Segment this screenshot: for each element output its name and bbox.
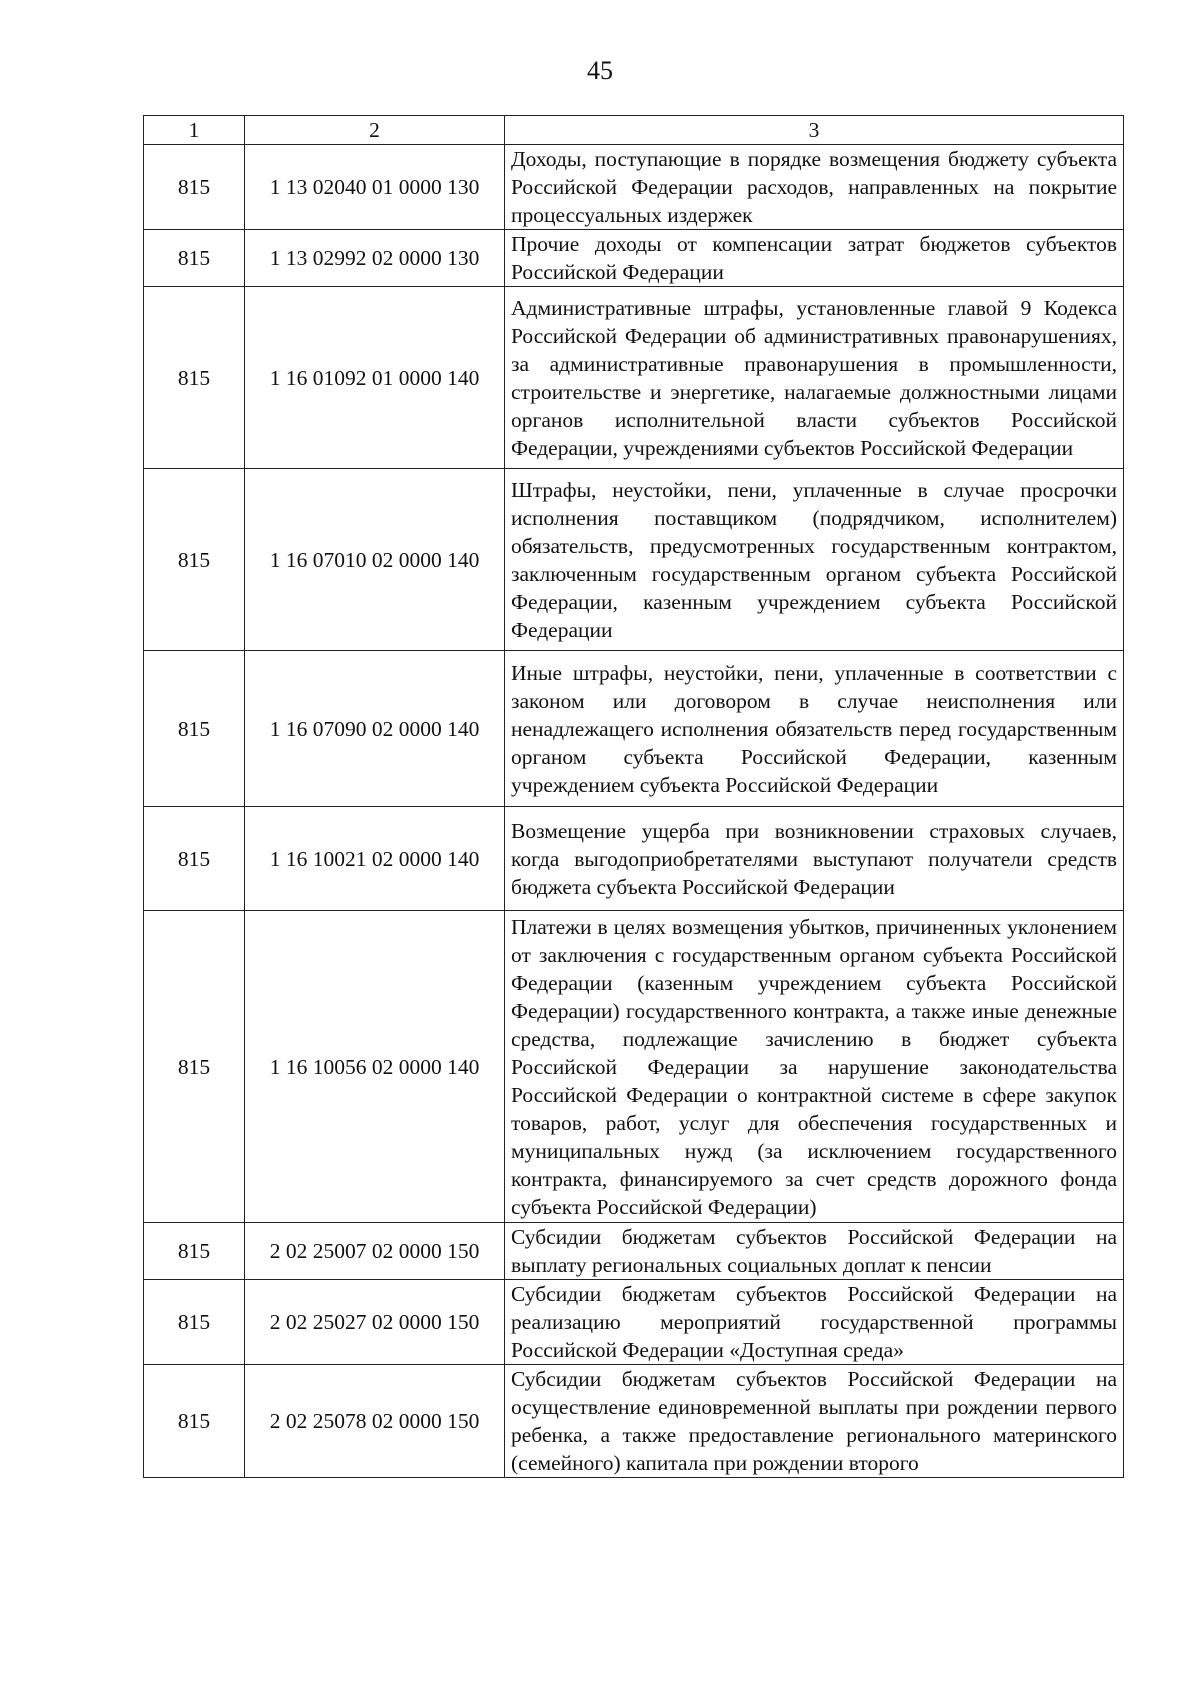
table-row xyxy=(144,651,1124,807)
budget-classification-code-cell: 1 13 02992 02 0000 130 xyxy=(245,230,505,287)
admin-code-cell: 815 xyxy=(144,1365,245,1478)
budget-classification-code-cell: 1 16 10021 02 0000 140 xyxy=(245,807,505,911)
table-row xyxy=(144,807,1124,911)
column-header-3: 3 xyxy=(505,116,1124,145)
table-row xyxy=(144,230,1124,287)
budget-classification-code-cell: 1 16 10056 02 0000 140 xyxy=(245,911,505,1223)
budget-classification-code-cell: 2 02 25078 02 0000 150 xyxy=(245,1365,505,1478)
revenue-description-cell: Доходы, поступающие в порядке возмещения бюджету субъекта Российской Федерации расходов, направленных на покрытие процессуальных издержек xyxy=(505,145,1124,230)
admin-code-cell: 815 xyxy=(144,1280,245,1365)
admin-code-cell: 815 xyxy=(144,469,245,651)
table-row xyxy=(144,1223,1124,1280)
revenue-description-cell: Субсидии бюджетам субъектов Российской Федерации на выплату региональных социальных доплат к пенсии xyxy=(505,1223,1124,1280)
revenue-description-cell: Субсидии бюджетам субъектов Российской Федерации на реализацию мероприятий государственной программы Российской Федерации «Доступная среда» xyxy=(505,1280,1124,1365)
revenue-description-cell: Штрафы, неустойки, пени, уплаченные в случае просрочки исполнения поставщиком (подрядчиком, исполнителем) обязательств, предусмотренных государственным контрактом, заключенным государственным органом субъекта Российской Федерации, казенным учреждением субъекта Российской Федерации xyxy=(505,469,1124,651)
table-row xyxy=(144,1280,1124,1365)
admin-code-cell: 815 xyxy=(144,807,245,911)
revenue-codes-table xyxy=(143,115,1124,1478)
revenue-description-cell: Субсидии бюджетам субъектов Российской Федерации на осуществление единовременной выплаты при рождении первого ребенка, а также предоставление регионального материнского (семейного) капитала при рождении второго xyxy=(505,1365,1124,1478)
revenue-description-cell: Платежи в целях возмещения убытков, причиненных уклонением от заключения с государственным органом субъекта Российской Федерации (казенным учреждением субъекта Российской Федерации) государственного контракта, а также иные денежные средства, подлежащие зачислению в бюджет субъекта Российской Федерации за нарушение законодательства Российской Федерации о контрактной системе в сфере закупок товаров, работ, услуг для обеспечения государственных и муниципальных нужд (за исключением государственного контракта, финансируемого за счет средств дорожного фонда субъекта Российской Федерации) xyxy=(505,911,1124,1223)
table-row xyxy=(144,469,1124,651)
revenue-description-cell: Возмещение ущерба при возникновении страховых случаев, когда выгодоприобретателями выступают получатели средств бюджета субъекта Российской Федерации xyxy=(505,807,1124,911)
revenue-description-cell: Иные штрафы, неустойки, пени, уплаченные в соответствии с законом или договором в случае неисполнения или ненадлежащего исполнения обязательств перед государственным органом субъекта Российской Федерации, казенным учреждением субъекта Российской Федерации xyxy=(505,651,1124,807)
admin-code-cell: 815 xyxy=(144,230,245,287)
column-header-1: 1 xyxy=(144,116,245,145)
budget-classification-code-cell: 2 02 25007 02 0000 150 xyxy=(245,1223,505,1280)
budget-classification-code-cell: 1 13 02040 01 0000 130 xyxy=(245,145,505,230)
revenue-description-cell: Административные штрафы, установленные главой 9 Кодекса Российской Федерации об административных правонарушениях, за административные правонарушения в промышленности, строительстве и энергетике, налагаемые должностными лицами органов исполнительной власти субъектов Российской Федерации, учреждениями субъектов Российской Федерации xyxy=(505,287,1124,469)
table-header-row xyxy=(144,116,1124,145)
budget-classification-code-cell: 1 16 07010 02 0000 140 xyxy=(245,469,505,651)
admin-code-cell: 815 xyxy=(144,651,245,807)
table-row xyxy=(144,287,1124,469)
table-row xyxy=(144,911,1124,1223)
admin-code-cell: 815 xyxy=(144,287,245,469)
table-row xyxy=(144,1365,1124,1478)
admin-code-cell: 815 xyxy=(144,145,245,230)
column-header-2: 2 xyxy=(245,116,505,145)
admin-code-cell: 815 xyxy=(144,1223,245,1280)
page-number: 45 xyxy=(587,56,613,85)
admin-code-cell: 815 xyxy=(144,911,245,1223)
revenue-description-cell: Прочие доходы от компенсации затрат бюджетов субъектов Российской Федерации xyxy=(505,230,1124,287)
budget-classification-code-cell: 1 16 01092 01 0000 140 xyxy=(245,287,505,469)
budget-classification-code-cell: 1 16 07090 02 0000 140 xyxy=(245,651,505,807)
table-row xyxy=(144,145,1124,230)
budget-classification-code-cell: 2 02 25027 02 0000 150 xyxy=(245,1280,505,1365)
